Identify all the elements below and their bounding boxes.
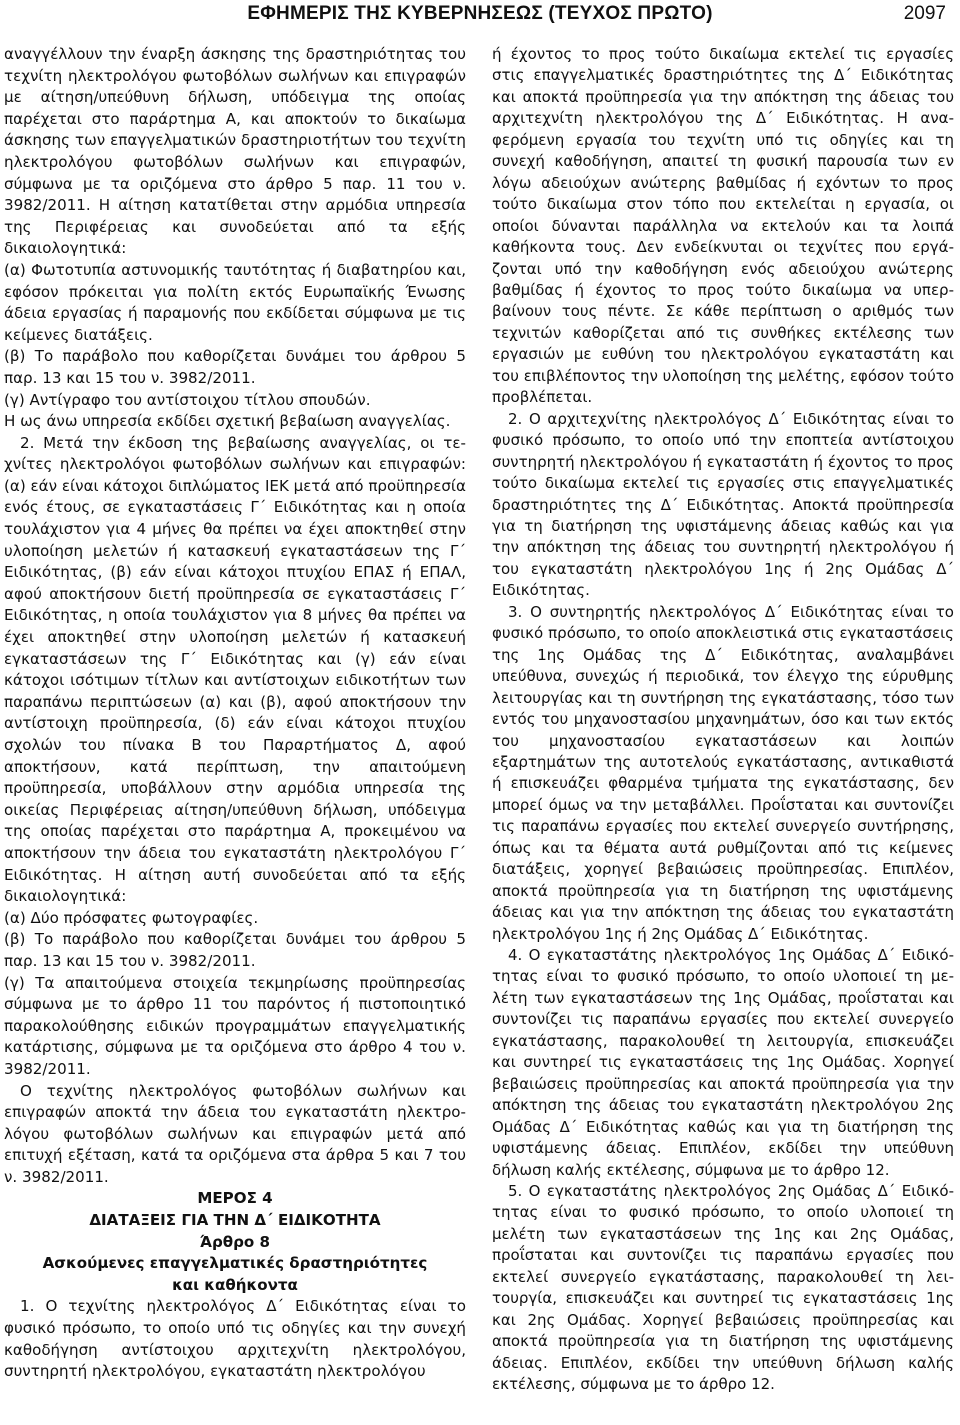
list-item-a: (α) Φωτοτυπία αστυνομικής ταυτότητας ή διαβατηρίου και, εφόσον πρόκειται για πολίτη εκτός Ευρωπαϊκής Ένωσης άδεια εργασίας ή παραμονής που εκδίδεται σύμφωνα με τις κείμενες διατάξεις. — [4, 260, 466, 344]
paragraph-4: 4. Ο εγκαταστάτης ηλεκτρολόγος 1ης Ομάδας Δ΄ Ειδικότητας είναι το φυσικό πρόσωπο, το οποίο υλοποιεί τη μελέτη των εγκαταστάσεων της 1ης Ομάδας, προΐσταται και συντονίζει τις παραπάνω εργασίες που εκτελεί συνεργείο εγκατάστασης, παρακολουθεί τη λειτουργία, επισκευάζει και συντηρεί τις εγκαταστάσεις της 1ης Ομάδας. Χορηγεί βεβαιώσεις προϋπηρεσίας και αποκτά προϋπηρεσία για την απόκτηση της άδειας του εγκαταστάτη ηλεκτρολόγου 2ης Ομάδας Δ΄ Ειδικότητας καθώς και για τη διατήρηση της υφιστάμενης άδειας. Επιπλέον, εκδίδει την υπεύθυνη δήλωση καλής εκτέλεσης, σύμφωνα με το άρθρο 12. — [492, 946, 954, 1179]
paragraph-5: 5. Ο εγκαταστάτης ηλεκτρολόγος 2ης Ομάδας Δ΄ Ειδικότητας είναι το φυσικό πρόσωπο, το οποίο υλοποιεί τη μελέτη των εγκαταστάσεων της 1ης και 2ης Ομάδας, προΐσταται και συντονίζει τις παραπάνω εργασίες που εκτελεί συνεργείο εγκατάστασης, παρακολουθεί τη λειτουργία, επισκευάζει και συντηρεί τις εγκαταστάσεις 1ης και 2ης Ομάδας. Χορηγεί βεβαιώσεις προϋπηρεσίας και αποκτά προϋπηρεσία για τη διατήρηση της υφιστάμενης άδειας. Επιπλέον, εκδίδει την υπεύθυνη δήλωση καλής εκτέλεσης, σύμφωνα με το άρθρο 12. — [492, 1182, 954, 1394]
paragraph-article-1: 1. Ο τεχνίτης ηλεκτρολόγος Δ΄ Ειδικότητας είναι το φυσικό πρόσωπο, το οποίο υπό τις οδηγίες και την συνεχή καθοδήγηση αντίστοιχου αρχιτεχνίτη ηλεκτρολόγου, συντηρητή ηλεκτρολόγου, εγκαταστάτη ηλεκτρολόγου — [4, 1297, 466, 1381]
part-title: ΜΕΡΟΣ 4 — [197, 1189, 273, 1208]
article-subtitle: και καθήκοντα — [172, 1275, 298, 1294]
right-column — [492, 44, 954, 1396]
list-item-b: (β) Το παράβολο που καθορίζεται δυνάμει του άρθρου 5 παρ. 13 και 15 του ν. 3982/2011. — [4, 930, 466, 970]
paragraph-intro: αναγγέλλουν την έναρξη άσκησης της δραστηριότητας του τεχνίτη ηλεκτρολόγου φωτοβόλων σωλήνων και επιγραφών με αίτηση/υπεύθυνη δήλωση, υπόδειγμα της οποίας παρέχεται στο παράρτημα Α, και αποκτούν το δικαίωμα άσκησης των επαγγελματικών δραστηριοτήτων του τεχνίτη ηλεκτρολόγου φωτοβόλων σωλήνων και επιγραφών, σύμφωνα με τα οριζόμενα στο άρθρο 5 παρ. 11 του ν. 3982/2011. Η αίτηση κατατίθεται στην αρμόδια υπηρεσία της Περιφέρειας και συνοδεύεται από τα εξής δικαιολογητικά: — [4, 45, 466, 258]
paragraph-3: 3. Ο συντηρητής ηλεκτρολόγος Δ΄ Ειδικότητας είναι το φυσικό πρόσωπο, το οποίο αποκλειστικά στις εγκαταστάσεις της 1ης Ομάδας της Δ΄ Ειδικότητας, αναλαμβάνει υπεύθυνα, συνεχώς ή περιοδικά, τον έλεγχο της εύρυθμης λειτουργίας και τη συντήρηση της εγκατάστασης, τόσο των εντός του μηχανοστασίου μηχανημάτων, όσο και των εκτός του μηχανοστασίου εγκαταστάσεων και λοιπών εξαρτημάτων της αυτοτελούς εγκατάστασης, αντικαθιστά ή επισκευάζει φθαρμένα τμήματα της εγκατάστασης, δεν μπορεί όμως να την μεταβάλλει. Προΐσταται και συντονίζει τις παραπάνω εργασίες που εκτελεί συνεργείο συντήρησης, όπως και τα θέματα αυτά ρυθμίζονται από τις κείμενες διατάξεις, χορηγεί βεβαιώσεις προϋπηρεσίας. Επιπλέον, αποκτά προϋπηρεσία για τη διατήρηση της υφιστάμενης άδειας και για την απόκτηση της άδειας του εγκαταστάτη ηλεκτρολόγου 1ης ή 2ης Ομάδας Δ΄ Ειδικότητας. — [492, 602, 954, 943]
paragraph-2: 2. Μετά την έκδοση της βεβαίωσης αναγγελίας, οι τεχνίτες ηλεκτρολόγοι φωτοβόλων σωλήνων και επιγραφών: (α) εάν είναι κάτοχοι διπλώματος ΙΕΚ μετά από προϋπηρεσία ενός έτους, σε εγκαταστάσεις Γ΄ Ειδικότητας και η οποία τουλάχιστον για 4 μήνες θα πρέπει να έχει αποκτηθεί στην υλοποίηση μελετών ή κατασκευή εγκαταστάσεων της Γ΄ Ειδικότητας, (β) εάν είναι κάτοχοι πτυχίου ΕΠΑΣ ή ΕΠΑΛ, αφού αποκτήσουν διετή προϋπηρεσία σε εγκαταστάσεις Γ΄ Ειδικότητας, η οποία τουλάχιστον για 8 μήνες θα πρέπει να έχει αποκτηθεί στην υλοποίηση μελετών ή κατασκευή εγκαταστάσεων της Γ΄ Ειδικότητας και (γ) εάν είναι κάτοχοι ισότιμων τίτλων και αντίστοιχων ειδικοτήτων των παραπάνω περιπτώσεων (α) και (β), αφού αποκτήσουν την αντίστοιχη προϋπηρεσία, (δ) εάν είναι κάτοχοι πτυχίου σχολών του πίνακα Β του Παραρτήματος Δ, αφού αποκτήσουν, κατά περίπτωση, την απαιτούμενη προϋπηρεσία, υποβάλλουν στην αρμόδια υπηρεσία της οικείας Περιφέρειας αίτηση/υπεύθυνη δήλωση, υπόδειγμα της οποίας παρέχεται στο παράρτημα Α, προκειμένου να αποκτήσουν την άδεια του εγκαταστάτη ηλεκτρολόγου Γ΄ Ειδικότητας. Η αίτηση αυτή συνοδεύεται από τα εξής δικαιολογητικά: — [4, 433, 466, 906]
list-item-b: (β) Το παράβολο που καθορίζεται δυνάμει του άρθρου 5 παρ. 13 και 15 του ν. 3982/2011. — [4, 347, 466, 387]
paragraph-exam: Ο τεχνίτης ηλεκτρολόγος φωτοβόλων σωλήνων και επιγραφών αποκτά την άδεια του εγκαταστάτη ηλεκτρολόγου φωτοβόλων σωλήνων και επιγραφών μετά από επιτυχή εξέταση, κατά τα οριζόμενα στα άρθρα 5 και 7 του ν. 3982/2011. — [4, 1081, 466, 1186]
page-header — [0, 0, 960, 32]
part-subtitle: ΔΙΑΤΑΞΕΙΣ ΓΙΑ ΤΗΝ Δ΄ ΕΙΔΙΚΟΤΗΤΑ — [89, 1211, 381, 1230]
left-column — [4, 44, 466, 1383]
list-item-c: (γ) Αντίγραφο του αντίστοιχου τίτλου σπουδών. — [4, 390, 371, 409]
article-subtitle: Ασκούμενες επαγγελματικές δραστηριότητες — [42, 1254, 428, 1273]
page-number: 2097 — [903, 3, 946, 24]
paragraph-certificate: Η ως άνω υπηρεσία εκδίδει σχετική βεβαίωση αναγγελίας. — [4, 412, 451, 431]
article-title: Άρθρο 8 — [199, 1232, 271, 1251]
paragraph-continued: ή έχοντος το προς τούτο δικαίωμα εκτελεί τις εργασίες στις επαγγελματικές δραστηριότητες της Δ΄ Ειδικότητας και αποκτά προϋπηρεσία για την απόκτηση της άδειας του αρχιτεχνίτη ηλεκτρολόγου της Δ΄ Ειδικότητας. Η αναφερόμενη εργασία του τεχνίτη υπό τις οδηγίες και τη συνεχή καθοδήγηση, απαιτεί τη φυσική παρουσία των εν λόγω αδειούχων ανώτερης βαθμίδας ή εχόντων το προς τούτο δικαίωμα στον τόπο που εκτελείται η εργασία, οι οποίοι δύνανται παράλληλα να εκτελούν και τα λοιπά καθήκοντα τους. Δεν ενδείκνυται οι τεχνίτες που εργάζονται υπό την καθοδήγηση ενός αδειούχου ανώτερης βαθμίδας ή έχοντος το προς τούτο δικαίωμα να υπερβαίνουν τους πέντε. Σε κάθε περίπτωση ο αριθμός των τεχνιτών καθορίζεται από τις συνθήκες εκτέλεσης των εργασιών με ευθύνη του ηλεκτρολόγου εγκαταστάτη και του επιβλέποντος την υλοποίηση της μελέτης, εφόσον τούτο προβλέπεται. — [492, 45, 954, 407]
gazette-title: ΕΦΗΜΕΡΙΣ ΤΗΣ ΚΥΒΕΡΝΗΣΕΩΣ (ΤΕΥΧΟΣ ΠΡΩΤΟ) — [247, 3, 713, 24]
list-item-c: (γ) Τα απαιτούμενα στοιχεία τεκμηρίωσης προϋπηρεσίας σύμφωνα με το άρθρο 11 του παρόντος ή πιστοποιητικό παρακολούθησης ειδικών προγραμμάτων επαγγελματικής κατάρτισης, σύμφωνα με τα οριζόμενα στο άρθρο 4 του ν. 3982/2011. — [4, 973, 466, 1078]
list-item-a: (α) Δύο πρόσφατες φωτογραφίες. — [4, 908, 259, 927]
paragraph-2: 2. Ο αρχιτεχνίτης ηλεκτρολόγος Δ΄ Ειδικότητας είναι το φυσικό πρόσωπο, το οποίο υπό την εποπτεία αντίστοιχου συντηρητή ηλεκτρολόγου ή εγκαταστάτη ή έχοντος το προς τούτο δικαίωμα εκτελεί τις εργασίες στις επαγγελματικές δραστηριότητες της Δ΄ Ειδικότητας. Αποκτά προϋπηρεσία για τη διατήρηση της υφιστάμενης άδειας καθώς και για την απόκτηση της άδειας του συντηρητή ηλεκτρολόγου ή του εγκαταστάτη ηλεκτρολόγου 1ης ή 2ης Ομάδας Δ΄ Ειδικότητας. — [492, 409, 954, 600]
